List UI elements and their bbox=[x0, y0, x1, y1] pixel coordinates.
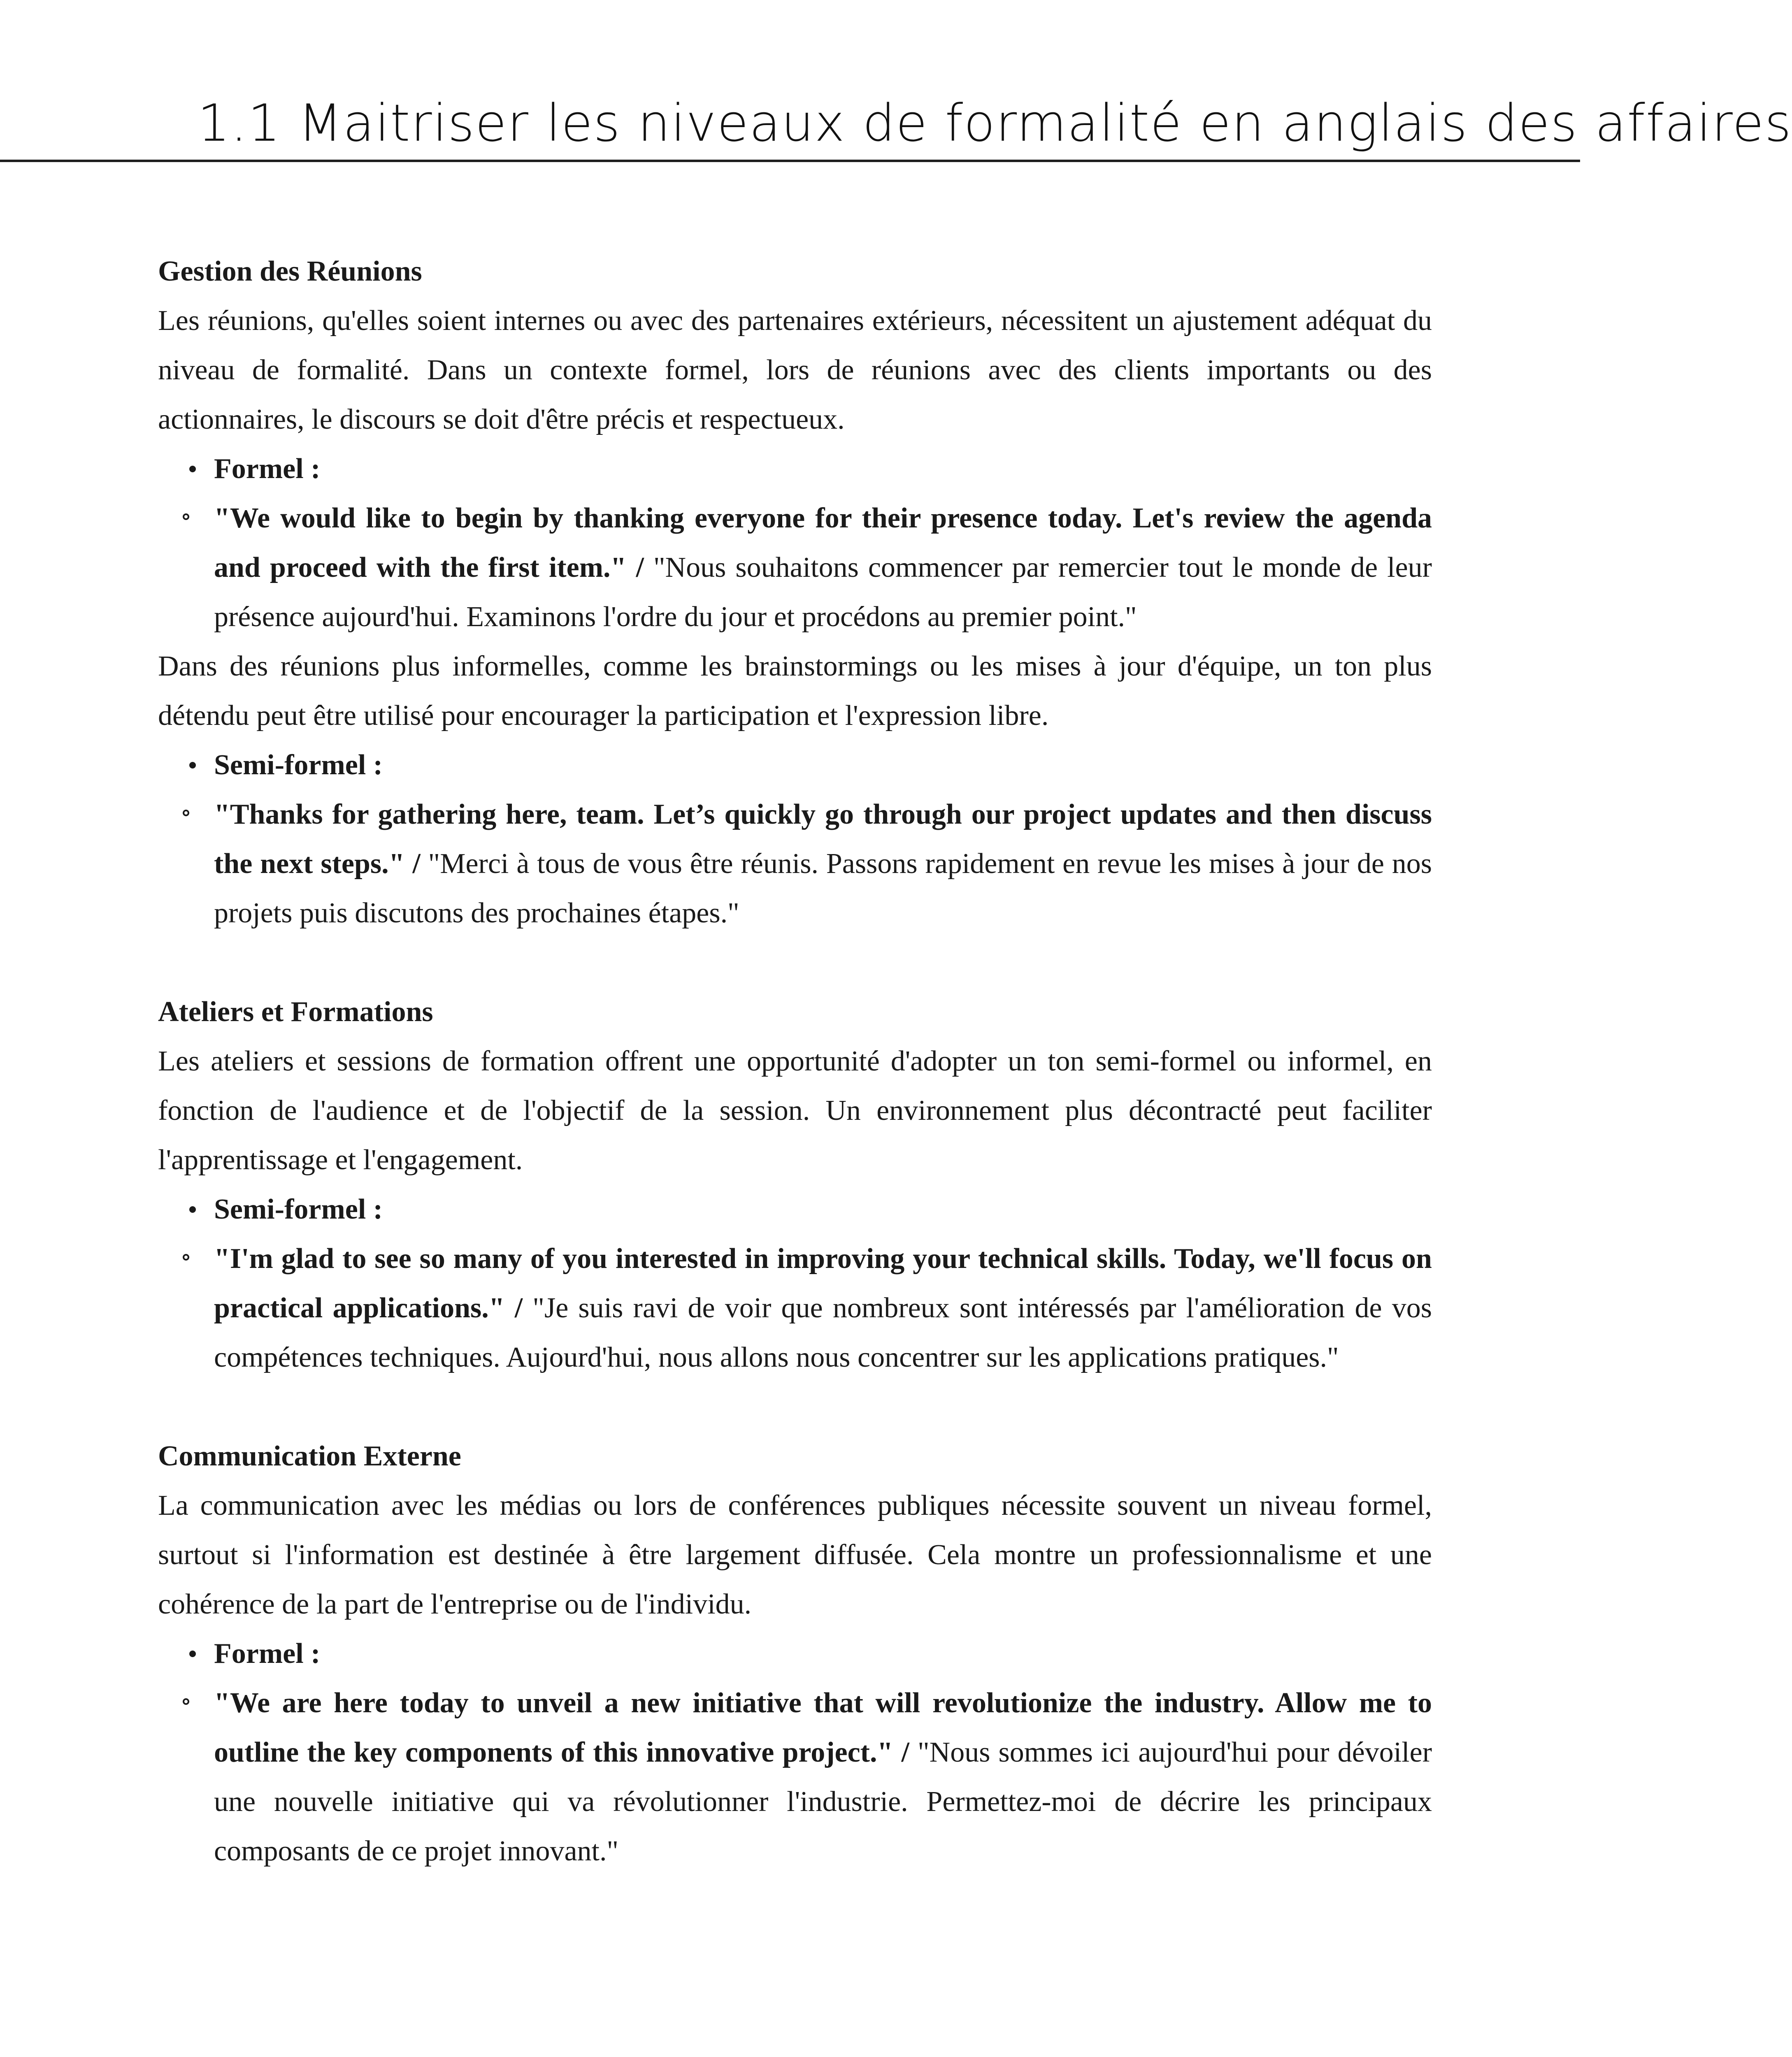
section-gestion-reunions bbox=[158, 247, 1432, 938]
bullet-dot-icon bbox=[189, 466, 196, 472]
bullet-label: Formel : bbox=[214, 453, 321, 485]
quote-separator: / bbox=[404, 848, 428, 880]
bullet-item-semi-formel bbox=[158, 1185, 1432, 1234]
bullet-item-formel bbox=[158, 1629, 1432, 1679]
quote-french: "Nous sommes ici aujourd'hui pour dévoiler une nouvelle initiative qui va révolutionner l'industrie. Permettez-moi de décrire les principaux composants de ce projet innovant." bbox=[214, 1737, 1432, 1867]
quote-english: "Thanks for gathering here, team. Let’s quickly go through our project updates and then discuss the next steps." bbox=[214, 799, 1432, 880]
bullet-label: Formel : bbox=[214, 1638, 321, 1669]
quote-item bbox=[214, 1679, 1432, 1876]
quote-english: "We are here today to unveil a new initiative that will revolutionize the industry. Allow me to outline the key components of this innovative project." bbox=[214, 1687, 1432, 1768]
sub-list bbox=[158, 494, 1432, 642]
section-ateliers-formations bbox=[158, 987, 1432, 1382]
quote-item bbox=[214, 790, 1432, 938]
quote-separator: / bbox=[504, 1292, 533, 1324]
section-heading: Communication Externe bbox=[158, 1440, 461, 1472]
hollow-bullet-icon bbox=[183, 1698, 189, 1705]
section-intro: Les réunions, qu'elles soient internes ou avec des partenaires extérieurs, nécessitent un ajustement adéquat du niveau de formalité. Dans un contexte formel, lors de réunions avec des clients importants ou des actionnaires, le discours se doit d'être précis et respectueux. bbox=[158, 305, 1432, 435]
bullet-label: Semi-formel : bbox=[214, 1193, 383, 1225]
bullet-item-formel bbox=[158, 444, 1432, 494]
quote-english: "We would like to begin by thanking everyone for their presence today. Let's review the agenda and proceed with the first item." bbox=[214, 502, 1432, 583]
bullet-dot-icon bbox=[189, 1651, 196, 1657]
hollow-bullet-icon bbox=[183, 513, 189, 520]
quote-french: "Nous souhaitons commencer par remercier tout le monde de leur présence aujourd'hui. Examinons l'ordre du jour et procédons au premier point." bbox=[214, 552, 1432, 633]
hollow-bullet-icon bbox=[183, 1254, 189, 1261]
bullet-item-semi-formel bbox=[158, 741, 1432, 790]
bullet-label: Semi-formel : bbox=[214, 749, 383, 781]
page-content bbox=[158, 247, 1432, 1925]
section-paragraph: Dans des réunions plus informelles, comme les brainstormings ou les mises à jour d'équipe, un ton plus détendu peut être utilisé pour encourager la participation et l'expression libre. bbox=[158, 650, 1432, 731]
quote-separator: / bbox=[893, 1737, 918, 1768]
quote-item bbox=[214, 494, 1432, 642]
quote-french: "Merci à tous de vous être réunis. Passons rapidement en revue les mises à jour de nos projets puis discutons des prochaines étapes." bbox=[214, 848, 1432, 929]
bullet-list bbox=[158, 741, 1432, 790]
quote-english: "I'm glad to see so many of you interested in improving your technical skills. Today, we'll focus on practical applications." bbox=[214, 1243, 1432, 1324]
section-heading: Ateliers et Formations bbox=[158, 996, 433, 1028]
section-intro: Les ateliers et sessions de formation offrent une opportunité d'adopter un ton semi-formel ou informel, en fonction de l'audience et de l'objectif de la session. Un environnement plus décontracté peut faciliter l'apprentissage et l'engagement. bbox=[158, 1045, 1432, 1176]
header-divider bbox=[0, 160, 1580, 162]
sub-list bbox=[158, 1679, 1432, 1876]
section-communication-externe bbox=[158, 1432, 1432, 1876]
section-heading: Gestion des Réunions bbox=[158, 255, 422, 287]
quote-item bbox=[214, 1234, 1432, 1382]
bullet-list bbox=[158, 1629, 1432, 1679]
sub-list bbox=[158, 790, 1432, 938]
bullet-list bbox=[158, 444, 1432, 494]
hollow-bullet-icon bbox=[183, 810, 189, 816]
section-intro: La communication avec les médias ou lors de conférences publiques nécessite souvent un niveau formel, surtout si l'information est destinée à être largement diffusée. Cela montre un professionnalisme et une cohérence de la part de l'entreprise ou de l'individu. bbox=[158, 1490, 1432, 1620]
sub-list bbox=[158, 1234, 1432, 1382]
bullet-dot-icon bbox=[189, 1206, 196, 1213]
quote-french: "Je suis ravi de voir que nombreux sont intéressés par l'amélioration de vos compétences techniques. Aujourd'hui, nous allons nous concentrer sur les applications pratiques." bbox=[214, 1292, 1432, 1373]
page-header bbox=[0, 0, 1792, 165]
quote-separator: / bbox=[626, 552, 653, 583]
chapter-title: 1.1 Maitriser les niveaux de formalité en anglais des affaires bbox=[198, 94, 1792, 153]
bullet-list bbox=[158, 1185, 1432, 1234]
bullet-dot-icon bbox=[189, 762, 196, 768]
